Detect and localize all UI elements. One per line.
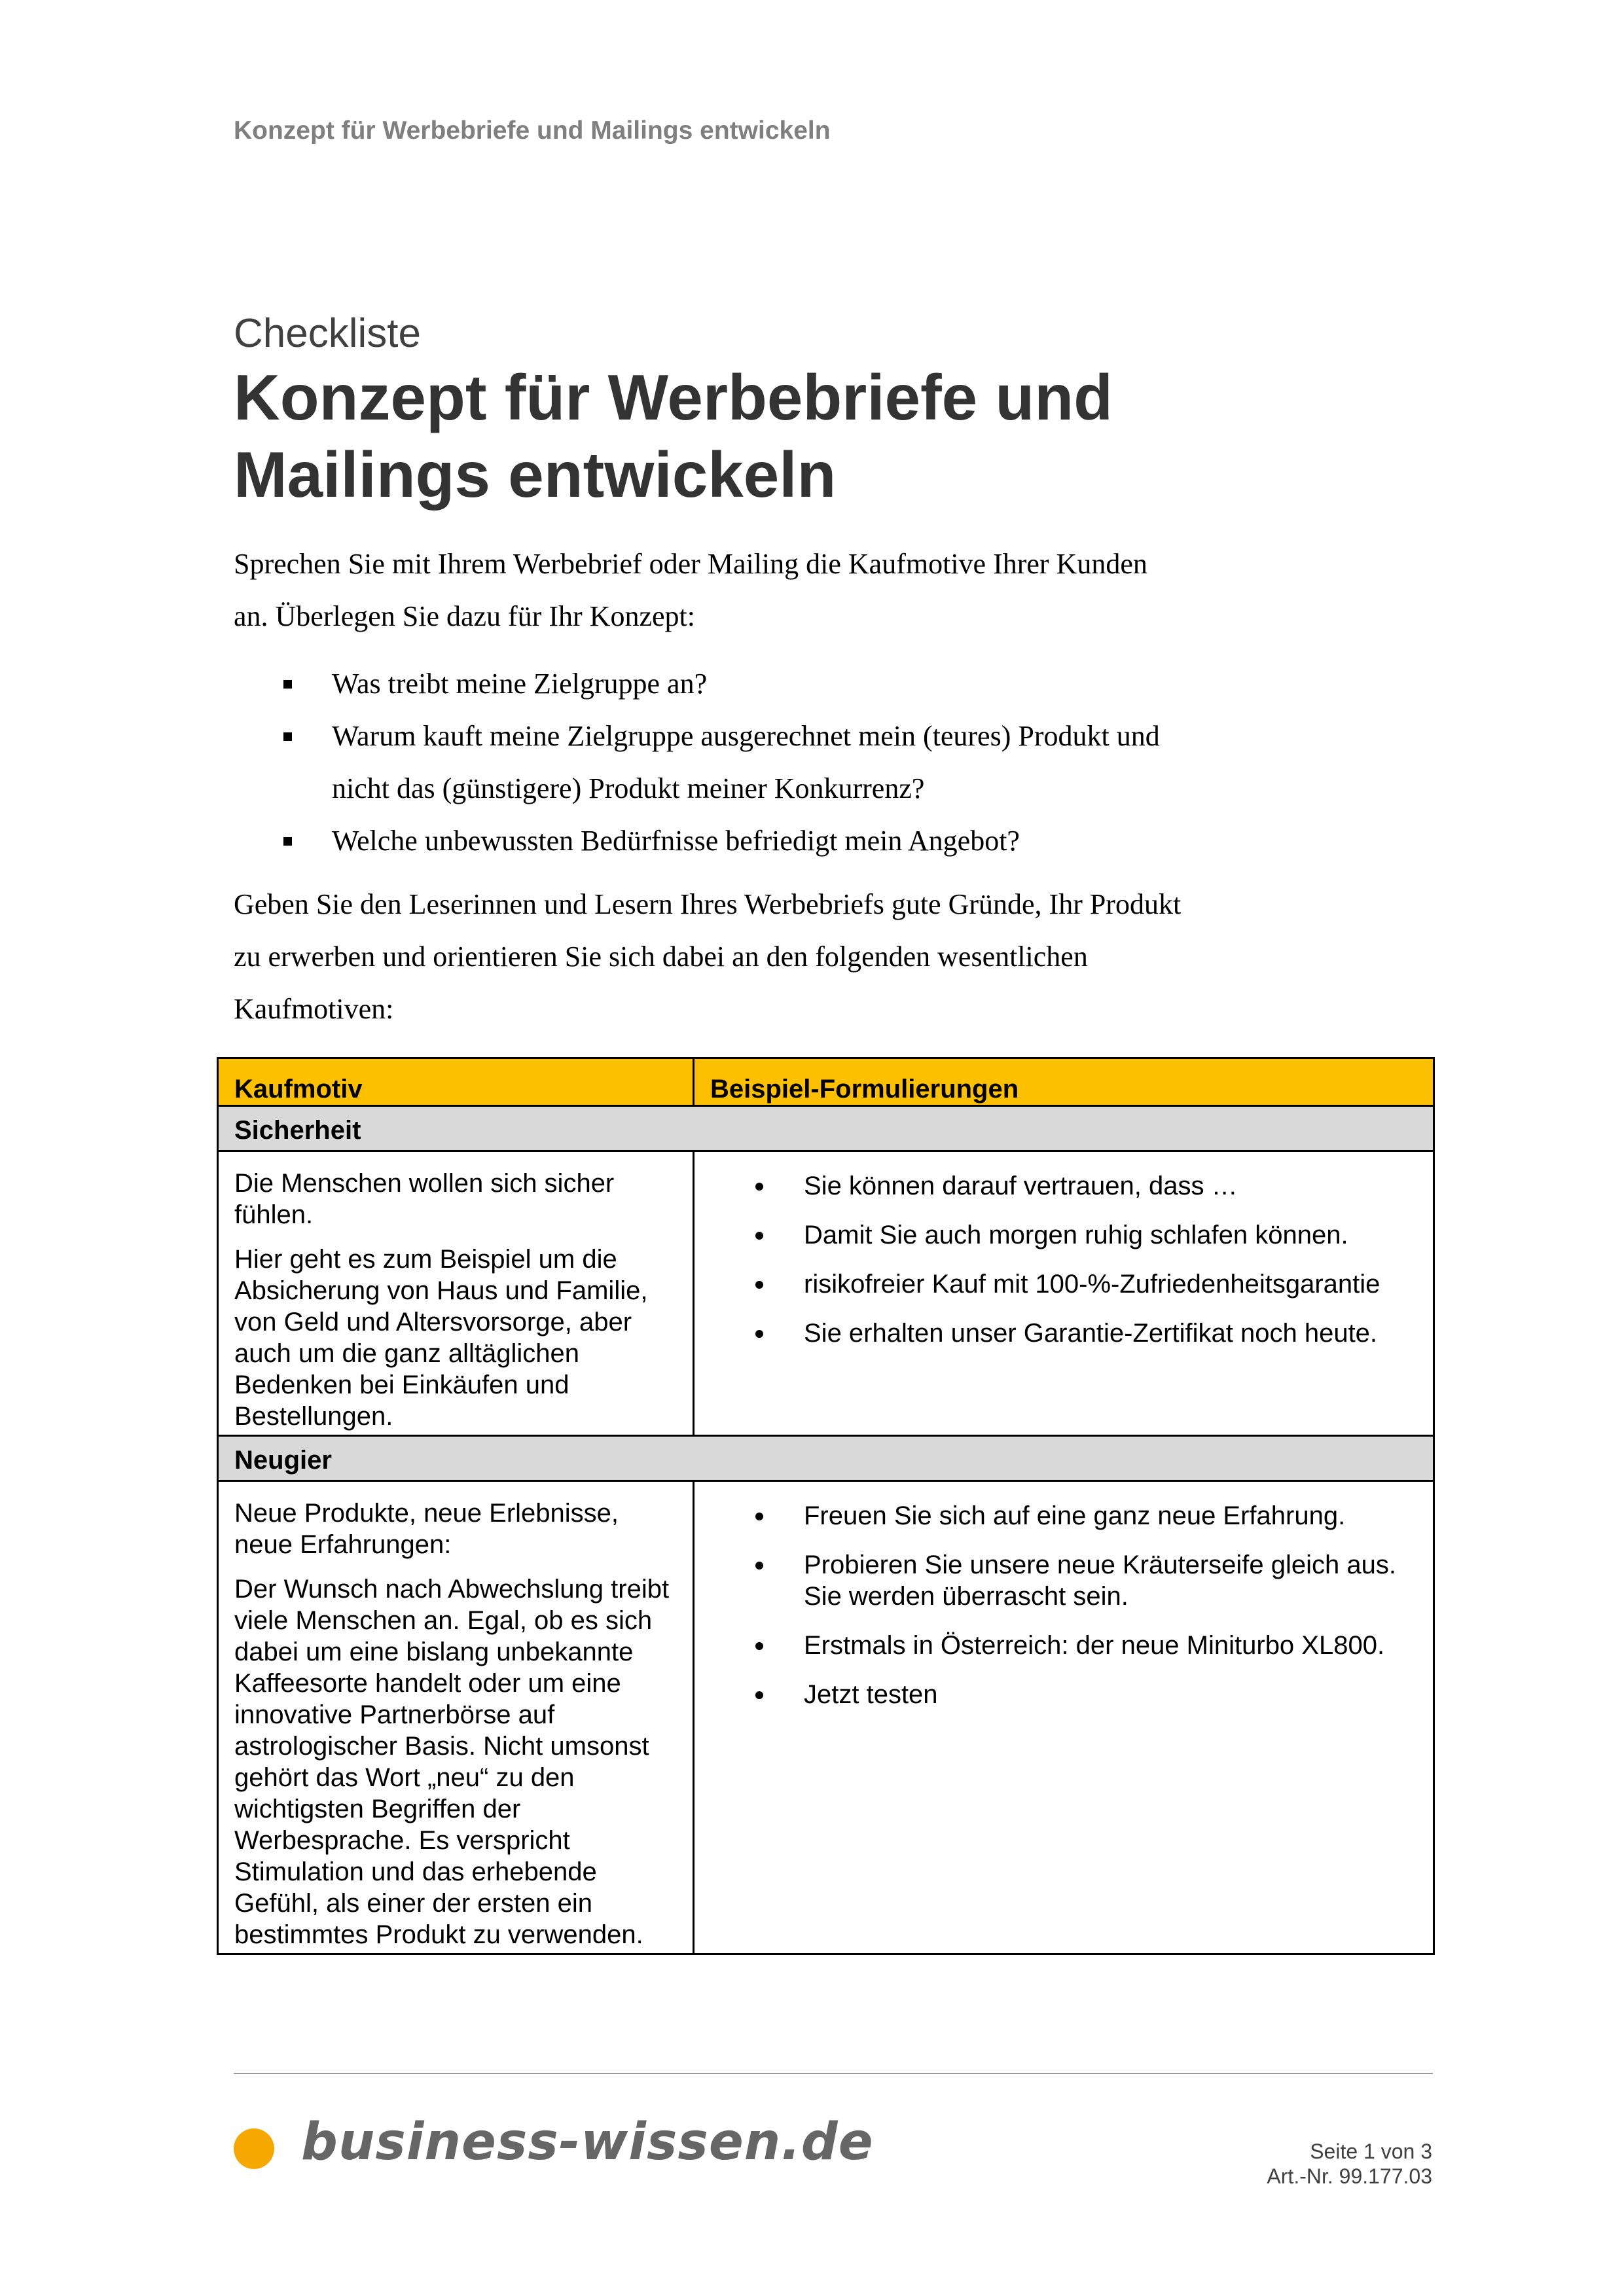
section-title: Neugier	[218, 1436, 1434, 1481]
list-item	[710, 1630, 1417, 1661]
square-bullet-icon	[283, 837, 292, 846]
section-title: Sicherheit	[218, 1106, 1434, 1151]
bullet-dot-icon	[755, 1232, 763, 1240]
document-title	[234, 359, 1477, 513]
kaufmotiv-table	[217, 1057, 1435, 1955]
intro-paragraph: Sprechen Sie mit Ihrem Werbebrief oder Mailing die Kaufmotive Ihrer Kunden an. Überlegen Sie dazu für Ihr Konzept:	[234, 548, 1147, 632]
column-header-beispiele: Beispiel-Formulierungen	[694, 1058, 1434, 1106]
description-paragraph: Die Menschen wollen sich sicher fühlen.	[234, 1169, 615, 1229]
list-item-text: Warum kauft meine Zielgruppe ausgerechnet mein (teures) Produkt und nicht das (günstigere) Produkt meiner Konkurrenz?	[332, 720, 1160, 804]
logo-dot-icon	[234, 2128, 274, 2169]
table-row	[218, 1481, 1434, 1954]
square-bullet-icon	[283, 680, 292, 689]
example-text: Probieren Sie unsere neue Kräuterseife gleich aus. Sie werden überrascht sein.	[804, 1551, 1396, 1611]
page-number: Seite 1 von 3	[1310, 2140, 1432, 2163]
example-list	[710, 1500, 1417, 1710]
list-item-text: Was treibt meine Zielgruppe an?	[332, 668, 708, 700]
description-paragraph: Hier geht es zum Beispiel um die Absicherung von Haus und Familie, von Geld und Altersvorsorge, aber auch um die ganz alltäglichen Bedenken bei Einkäufen und Bestellungen.	[234, 1245, 648, 1431]
description-paragraph: Neue Produkte, neue Erlebnisse, neue Erfahrungen:	[234, 1499, 619, 1559]
list-item	[710, 1268, 1417, 1300]
title-line-2: Mailings entwickeln	[234, 439, 837, 511]
bullet-dot-icon	[755, 1642, 763, 1650]
list-item	[710, 1549, 1417, 1612]
table-header-row	[218, 1058, 1434, 1106]
page-info	[1267, 2139, 1432, 2189]
article-number: Art.-Nr. 99.177.03	[1267, 2164, 1432, 2188]
section-row	[218, 1436, 1434, 1481]
list-item	[710, 1500, 1417, 1532]
example-text: Sie erhalten unser Garantie-Zertifikat noch heute.	[804, 1319, 1378, 1348]
motive-description	[218, 1481, 694, 1954]
list-item	[234, 658, 1216, 710]
bullet-dot-icon	[755, 1691, 763, 1699]
list-item	[710, 1679, 1417, 1710]
list-item	[234, 815, 1216, 867]
bullet-dot-icon	[755, 1513, 763, 1520]
table-row	[218, 1151, 1434, 1436]
outro-paragraph: Geben Sie den Leserinnen und Lesern Ihres Werbebriefs gute Gründe, Ihr Produkt zu erwerben und orientieren Sie sich dabei an den folgenden wesentlichen Kaufmotiven:	[234, 888, 1182, 1025]
motive-examples	[694, 1481, 1434, 1954]
motive-examples	[694, 1151, 1434, 1436]
example-text: Damit Sie auch morgen ruhig schlafen können.	[804, 1221, 1348, 1249]
description-paragraph: Der Wunsch nach Abwechslung treibt viele Menschen an. Egal, ob es sich dabei um eine bislang unbekannte Kaffeesorte handelt oder um eine innovative Partnerbörse auf astrologischer Basis. Nicht umsonst gehört das Wort „neu“ zu den wichtigsten Begriffen der Werbesprache. Es verspricht Stimulation und das erhebende Gefühl, als einer der ersten ein bestimmtes Produkt zu verwenden.	[234, 1575, 670, 1949]
list-item	[710, 1318, 1417, 1349]
question-list	[234, 658, 1216, 867]
example-list	[710, 1170, 1417, 1349]
bullet-dot-icon	[755, 1281, 763, 1289]
title-line-1: Konzept für Werbebriefe und	[234, 361, 1113, 433]
footer-divider	[234, 2073, 1433, 2074]
example-text: risikofreier Kauf mit 100-%-Zufriedenheitsgarantie	[804, 1270, 1380, 1299]
list-item	[710, 1170, 1417, 1202]
square-bullet-icon	[283, 732, 292, 741]
column-header-kaufmotiv: Kaufmotiv	[218, 1058, 694, 1106]
brand-logo: business-wissen.de	[301, 2113, 874, 2172]
bullet-dot-icon	[755, 1562, 763, 1570]
list-item	[710, 1219, 1417, 1251]
list-item	[234, 710, 1216, 815]
bullet-dot-icon	[755, 1330, 763, 1338]
example-text: Jetzt testen	[804, 1680, 938, 1709]
document-kicker: Checkliste	[234, 311, 421, 356]
example-text: Sie können darauf vertrauen, dass …	[804, 1172, 1238, 1200]
motive-description	[218, 1151, 694, 1436]
running-header: Konzept für Werbebriefe und Mailings entwickeln	[234, 117, 831, 145]
section-row	[218, 1106, 1434, 1151]
example-text: Erstmals in Österreich: der neue Miniturbo XL800.	[804, 1631, 1385, 1660]
list-item-text: Welche unbewussten Bedürfnisse befriedigt mein Angebot?	[332, 825, 1020, 857]
example-text: Freuen Sie sich auf eine ganz neue Erfahrung.	[804, 1501, 1346, 1530]
bullet-dot-icon	[755, 1183, 763, 1191]
